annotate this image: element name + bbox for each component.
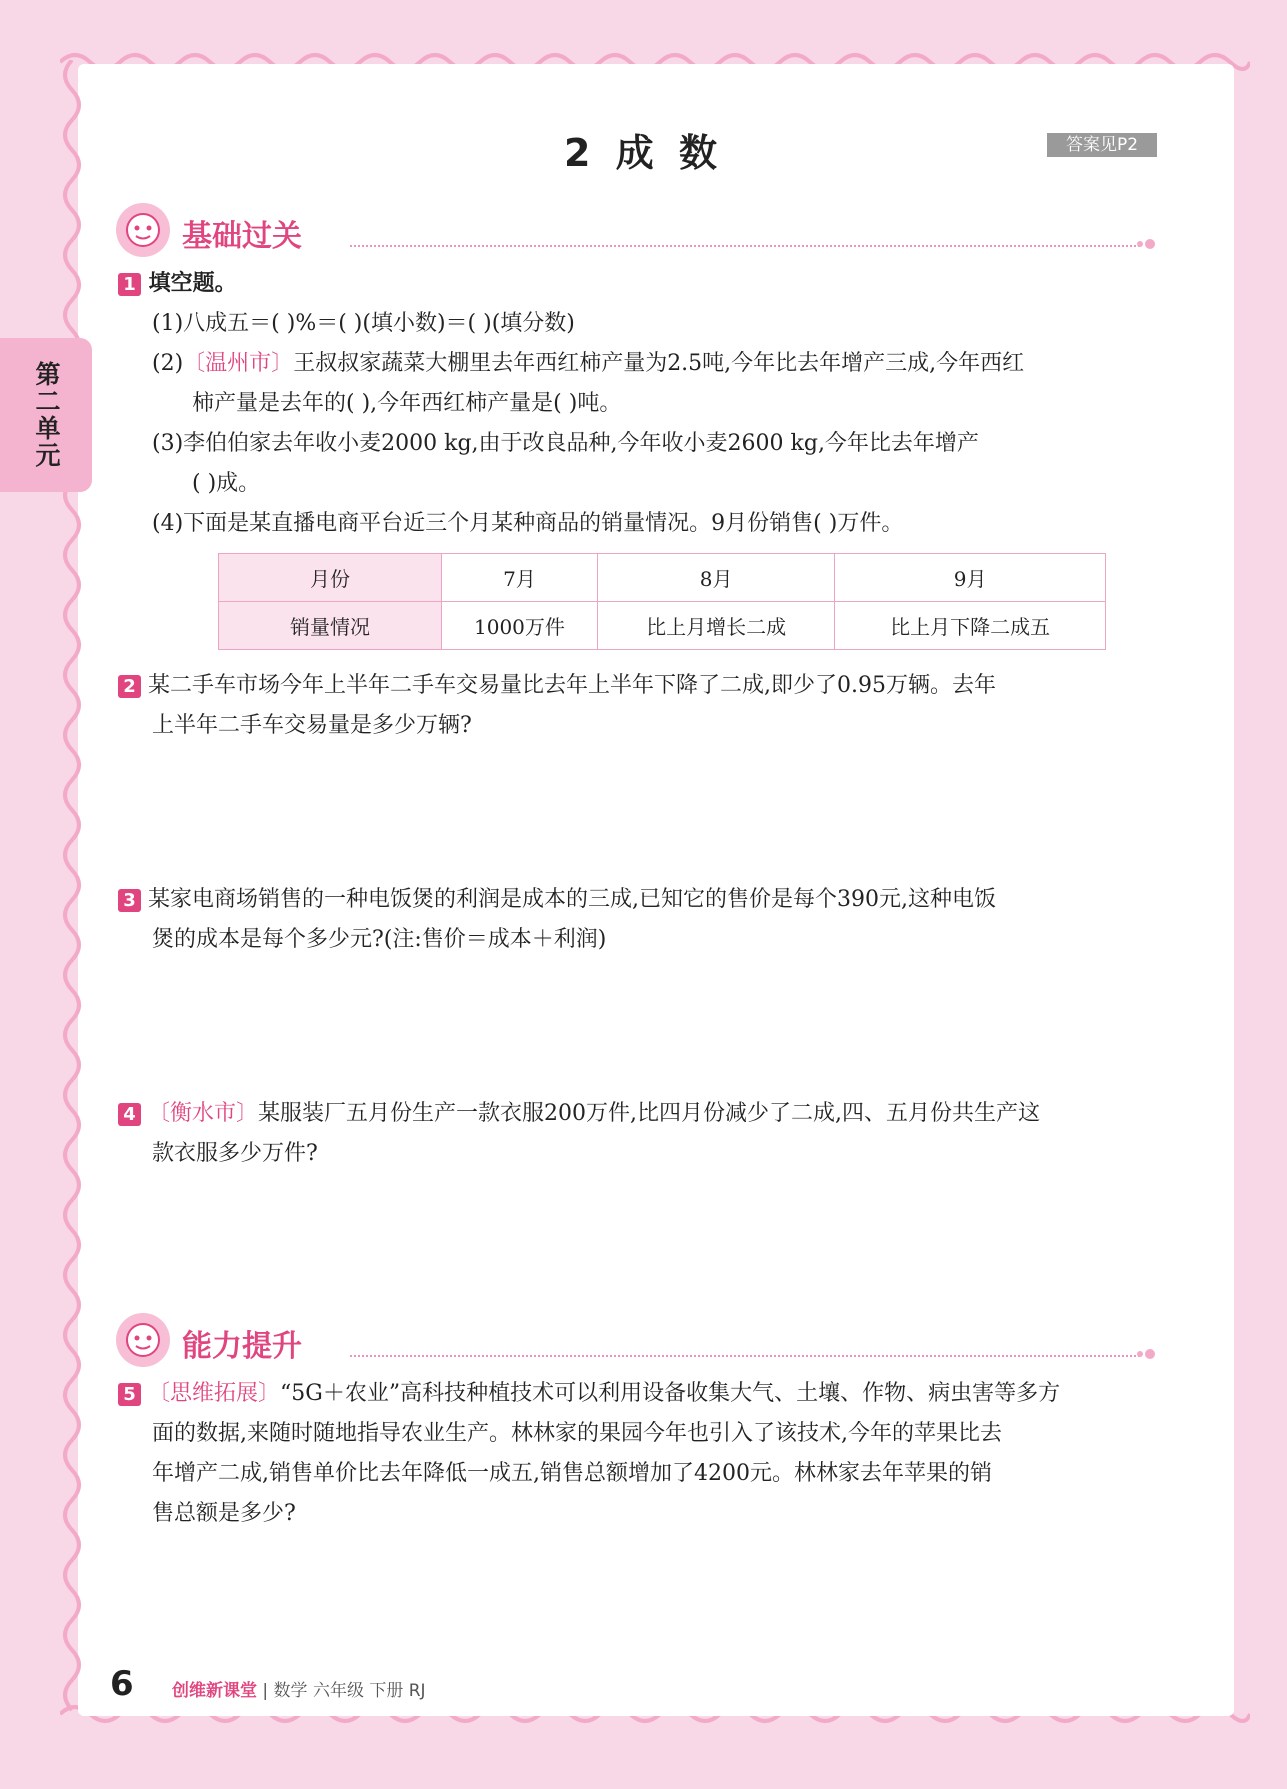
- table-cell: 比上月增长二成: [597, 602, 834, 650]
- unit-side-tab-label: 第二单元: [32, 361, 61, 469]
- q5-line4: 售总额是多少?: [152, 1501, 296, 1526]
- q2-line1: [118, 666, 996, 706]
- wavy-border-left: [58, 60, 86, 1720]
- section-title-advanced: 能力提升: [182, 1329, 302, 1364]
- q5-line1: [118, 1374, 1060, 1414]
- region-tag-wenzhou: 〔温州市〕: [183, 351, 294, 376]
- section-dotted-line: [350, 245, 1140, 247]
- table-cell: 销量情况: [219, 602, 442, 650]
- section-title-basic: 基础过关: [182, 219, 302, 254]
- q3-text-a: 某家电商场销售的一种电饭煲的利润是成本的三成,已知它的售价是每个390元,这种电饭: [148, 887, 996, 912]
- q1-part2-text: 王叔叔家蔬菜大棚里去年西红柿产量为2.5吨,今年比去年增产三成,今年西红: [293, 351, 1025, 376]
- q2-text-a: 某二手车市场今年上半年二手车交易量比去年上半年下降了二成,即少了0.95万辆。去年: [148, 673, 996, 698]
- footer-course-info: | 数学 六年级 下册 RJ: [262, 1681, 426, 1701]
- section-header-advanced: [116, 1313, 1156, 1373]
- q4-text-a: 某服装厂五月份生产一款衣服200万件,比四月份减少了二成,四、五月份共生产这: [258, 1101, 1040, 1126]
- q5-line3: 年增产二成,销售单价比去年降低一成五,销售总额增加了4200元。林林家去年苹果的销: [152, 1461, 992, 1486]
- footer-brand: 创维新课堂: [172, 1681, 257, 1701]
- page-number: 6: [110, 1664, 134, 1704]
- mascot-icon: [116, 203, 170, 257]
- q1-part3-line1: (3)李伯伯家去年收小麦2000 kg,由于改良品种,今年收小麦2600 kg,今年比去年增产: [152, 431, 979, 456]
- page-title: 2 成 数: [564, 131, 723, 175]
- q5-text-a: “5G＋农业”高科技种植技术可以利用设备收集大气、土壤、作物、病虫害等多方: [280, 1381, 1061, 1406]
- table-cell: 1000万件: [442, 602, 598, 650]
- q1-part2-label: (2): [152, 351, 184, 376]
- unit-side-tab: [0, 338, 92, 492]
- footer-info: [172, 1676, 426, 1701]
- question-number-3: 3: [118, 889, 141, 912]
- answer-reference-badge: 答案见P2: [1047, 133, 1157, 157]
- q5-line2: 面的数据,来随时随地指导农业生产。林林家的果园今年也引入了该技术,今年的苹果比去: [152, 1421, 1002, 1446]
- dots-ornament-icon: [1136, 1347, 1158, 1361]
- q1-heading: [118, 264, 237, 304]
- table-cell: 8月: [597, 554, 834, 602]
- table-cell: 9月: [835, 554, 1106, 602]
- q1-title: 填空题。: [148, 271, 237, 296]
- q1-part2-line2: 柿产量是去年的( ),今年西红柿产量是( )吨。: [192, 391, 622, 416]
- q1-part2-line1: [152, 344, 1024, 384]
- sales-table: [218, 553, 1106, 650]
- q1-part3-line2: ( )成。: [192, 471, 261, 496]
- table-cell: 月份: [219, 554, 442, 602]
- section-dotted-line: [350, 1355, 1140, 1357]
- section-header-basic: [116, 203, 1156, 263]
- region-tag-hengshui: 〔衡水市〕: [148, 1101, 259, 1126]
- tag-thinking-extension: 〔思维拓展〕: [148, 1381, 281, 1406]
- q3-line2: 煲的成本是每个多少元?(注:售价＝成本＋利润): [152, 927, 607, 952]
- table-row: [219, 602, 1106, 650]
- q1-part4: (4)下面是某直播电商平台近三个月某种商品的销量情况。9月份销售( )万件。: [152, 511, 904, 536]
- question-number-4: 4: [118, 1103, 141, 1126]
- q1-part1: (1)八成五＝( )%＝( )(填小数)＝( )(填分数): [152, 311, 575, 336]
- q2-line2: 上半年二手车交易量是多少万辆?: [152, 713, 472, 738]
- question-number-5: 5: [118, 1383, 141, 1406]
- dots-ornament-icon: [1136, 237, 1158, 251]
- table-row: [219, 554, 1106, 602]
- mascot-icon: [116, 1313, 170, 1367]
- table-cell: 7月: [442, 554, 598, 602]
- question-number-2: 2: [118, 675, 141, 698]
- q4-line2: 款衣服多少万件?: [152, 1141, 318, 1166]
- q4-line1: [118, 1094, 1040, 1134]
- table-cell: 比上月下降二成五: [835, 602, 1106, 650]
- q3-line1: [118, 880, 996, 920]
- question-number-1: 1: [118, 273, 141, 296]
